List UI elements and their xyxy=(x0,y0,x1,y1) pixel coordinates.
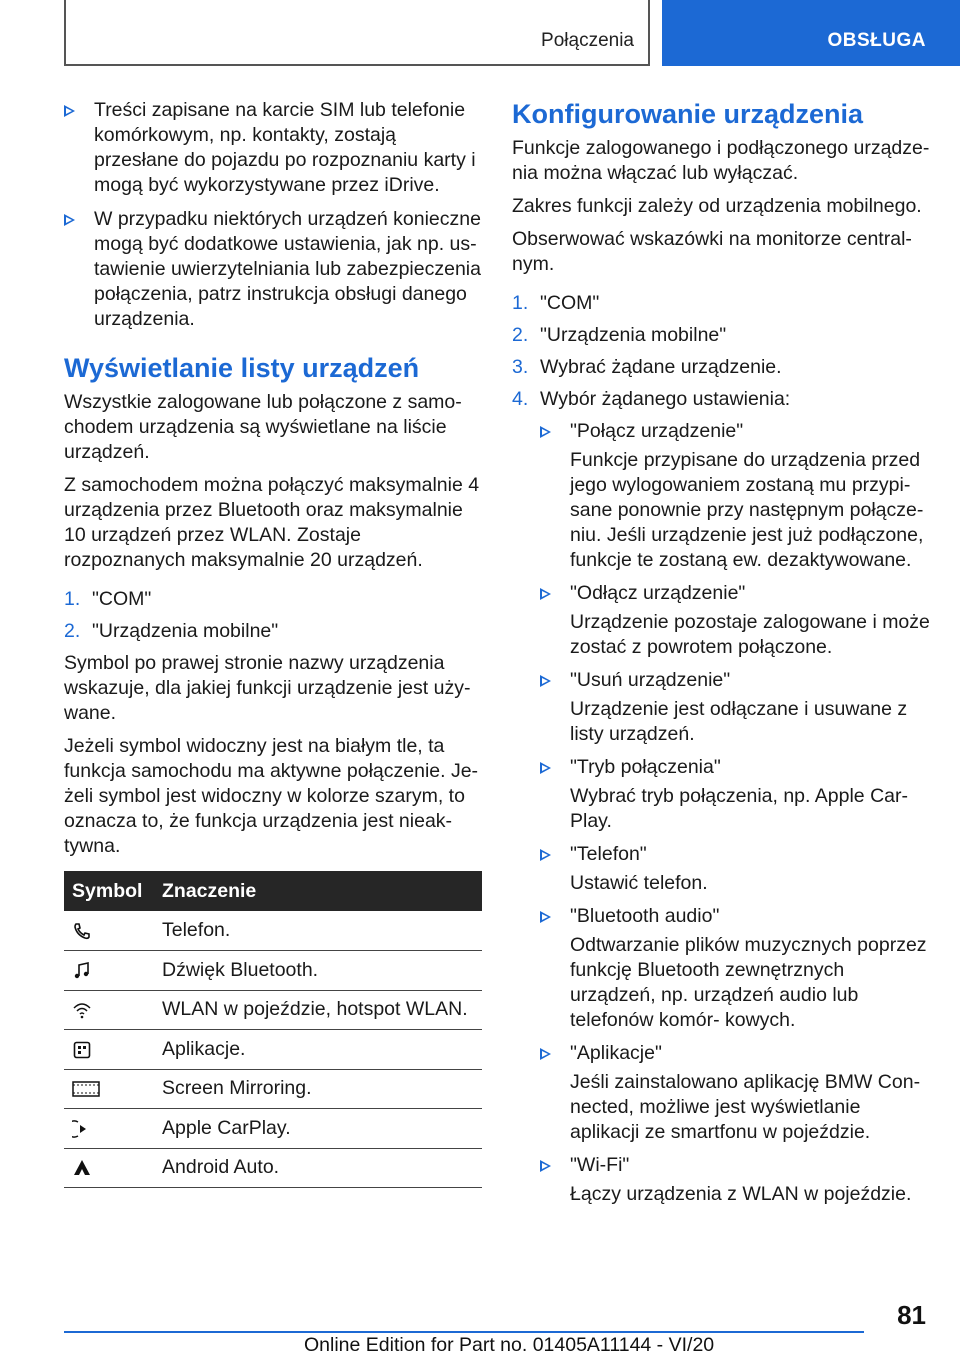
paragraph: Obserwować wskazówki na monitorze central- nym. xyxy=(512,228,912,275)
settings-options-list xyxy=(540,419,932,1207)
option-description: Odtwarzanie plików muzycznych poprzez funkcję Bluetooth zewnętrznych urządzeń, np. urządzeń audio lub telefonów komór- kowych. xyxy=(570,934,927,1031)
phone-icon xyxy=(72,921,92,941)
triangle-bullet-icon xyxy=(64,214,75,226)
paragraph: Zakres funkcji zależy od urządzenia mobilnego. xyxy=(512,195,922,217)
triangle-bullet-icon xyxy=(540,588,551,600)
bullet-item xyxy=(64,98,482,198)
option-item xyxy=(540,755,932,780)
numbered-step xyxy=(64,619,482,644)
footer-edition: Online Edition for Part no. 01405A11144 - VI/20 xyxy=(304,1334,715,1356)
table-cell: Screen Mirroring. xyxy=(154,1069,482,1109)
option-item xyxy=(540,668,932,693)
paragraph: Funkcje zalogowanego i podłączonego urządze- nia można włączać lub wyłączać. xyxy=(512,137,930,184)
header-chapter-tab xyxy=(662,0,960,66)
bullet-text: Treści zapisane na karcie SIM lub telefonie komórkowym, np. kontakty, zostają przesłane do pojazdu po rozpoznaniu karty i mogą być wykorzystywane przez iDrive. xyxy=(94,99,476,196)
step-number: 2. xyxy=(64,620,81,642)
wifi-icon xyxy=(72,1000,92,1020)
paragraph: Z samochodem można połączyć maksymalnie 4 urządzenia przez Bluetooth oraz maksymalnie 10 urządzeń przez WLAN. Zostaje rozpoznanych maksymalnie 20 urządzeń. xyxy=(64,474,480,571)
option-description: Jeśli zainstalowano aplikację BMW Con- nected, możliwe jest wyświetlanie aplikacji ze smartfonu w pojeździe. xyxy=(570,1071,921,1143)
android-auto-icon xyxy=(72,1158,92,1178)
screen-mirroring-icon xyxy=(72,1079,100,1099)
step-text: "COM" xyxy=(540,292,600,314)
option-item xyxy=(540,581,932,606)
music-note-icon xyxy=(72,961,92,981)
step-number: 4. xyxy=(512,388,529,410)
option-description: Urządzenie pozostaje zalogowane i może zostać z powrotem połączone. xyxy=(570,611,930,658)
chapter-title: OBSŁUGA xyxy=(827,30,926,51)
numbered-step xyxy=(512,355,932,380)
triangle-bullet-icon xyxy=(540,762,551,774)
carplay-icon xyxy=(72,1119,92,1139)
triangle-bullet-icon xyxy=(540,1048,551,1060)
table-cell: Apple CarPlay. xyxy=(154,1109,482,1149)
step-number: 1. xyxy=(64,588,81,610)
table-cell: Android Auto. xyxy=(154,1148,482,1188)
option-description: Funkcje przypisane do urządzenia przed jego wylogowaniem zostaną mu przypi- sane ponownie przy następnym połącze- niu. Jeśli urządzenie jest już podłączone, funkcje te zostaną ew. dezaktywowane. xyxy=(570,449,924,571)
option-item xyxy=(540,904,932,929)
numbered-step xyxy=(512,387,932,412)
step-text: Wybór żądanego ustawienia: xyxy=(540,388,791,410)
option-description: Urządzenie jest odłączane i usuwane z listy urządzeń. xyxy=(570,698,908,745)
numbered-step xyxy=(64,587,482,612)
paragraph: Wszystkie zalogowane lub połączone z samo- chodem urządzenia są wyświetlane na liście urządzeń. xyxy=(64,391,462,463)
apps-icon xyxy=(72,1040,92,1060)
step-text: "Urządzenia mobilne" xyxy=(92,620,279,642)
table-cell: WLAN w pojeździe, hotspot WLAN. xyxy=(154,990,482,1030)
section-title: Połączenia xyxy=(541,30,634,51)
paragraph: Jeżeli symbol widoczny jest na białym tle, ta funkcja samochodu ma aktywne połączenie. Je- żeli symbol jest widoczny w kolorze szarym, to oznacza to, że funkcja urządzenia jest nieak- tywna. xyxy=(64,735,479,857)
triangle-bullet-icon xyxy=(540,426,551,438)
option-title: "Bluetooth audio" xyxy=(570,905,720,927)
step-text: "COM" xyxy=(92,588,152,610)
numbered-step xyxy=(512,291,932,316)
option-item xyxy=(540,1041,932,1066)
triangle-bullet-icon xyxy=(540,849,551,861)
option-description: Ustawić telefon. xyxy=(570,872,708,894)
table-header-symbol: Symbol xyxy=(64,871,154,911)
step-number: 2. xyxy=(512,324,529,346)
step-text: "Urządzenia mobilne" xyxy=(540,324,727,346)
triangle-bullet-icon xyxy=(540,675,551,687)
section-heading-configure-device: Konfigurowanie urządzenia xyxy=(512,99,864,129)
footer-divider xyxy=(64,1331,864,1333)
table-row xyxy=(64,1148,482,1188)
header-section-box xyxy=(64,0,650,66)
triangle-bullet-icon xyxy=(64,105,75,117)
option-title: "Usuń urządzenie" xyxy=(570,669,731,691)
table-row xyxy=(64,1109,482,1149)
table-row xyxy=(64,951,482,991)
option-description: Wybrać tryb połączenia, np. Apple Car- Play. xyxy=(570,785,908,832)
step-text: Wybrać żądane urządzenie. xyxy=(540,356,782,378)
step-number: 1. xyxy=(512,292,529,314)
triangle-bullet-icon xyxy=(540,911,551,923)
option-item xyxy=(540,842,932,867)
table-row xyxy=(64,990,482,1030)
right-column xyxy=(512,98,932,1215)
table-header-meaning: Znaczenie xyxy=(154,871,482,911)
numbered-step xyxy=(512,323,932,348)
option-title: "Odłącz urządzenie" xyxy=(570,582,746,604)
table-row xyxy=(64,1069,482,1109)
page-number: 81 xyxy=(897,1300,926,1330)
option-title: "Tryb połączenia" xyxy=(570,756,721,778)
bullet-text: W przypadku niektórych urządzeń konieczne mogą być dodatkowe ustawienia, jak np. us- tawienie uwierzytelniania lub zabezpieczenia połączenia, patrz instrukcja obsługi danego urządzenia. xyxy=(94,208,481,330)
option-item xyxy=(540,419,932,444)
bullet-item xyxy=(64,207,482,332)
left-column xyxy=(64,98,482,1188)
option-title: "Telefon" xyxy=(570,843,647,865)
table-row xyxy=(64,911,482,951)
option-title: "Połącz urządzenie" xyxy=(570,420,744,442)
table-cell: Dźwięk Bluetooth. xyxy=(154,951,482,991)
option-title: "Aplikacje" xyxy=(570,1042,662,1064)
paragraph: Symbol po prawej stronie nazwy urządzenia wskazuje, dla jakiej funkcji urządzenie jest uży- wane. xyxy=(64,652,471,724)
option-description: Łączy urządzenia z WLAN w pojeździe. xyxy=(570,1183,912,1205)
table-cell: Telefon. xyxy=(154,911,482,951)
symbol-table xyxy=(64,871,482,1188)
triangle-bullet-icon xyxy=(540,1160,551,1172)
option-item xyxy=(540,1153,932,1178)
option-title: "Wi-Fi" xyxy=(570,1154,630,1176)
table-row xyxy=(64,1030,482,1070)
section-heading-device-list: Wyświetlanie listy urządzeń xyxy=(64,353,420,383)
step-number: 3. xyxy=(512,356,529,378)
table-cell: Aplikacje. xyxy=(154,1030,482,1070)
